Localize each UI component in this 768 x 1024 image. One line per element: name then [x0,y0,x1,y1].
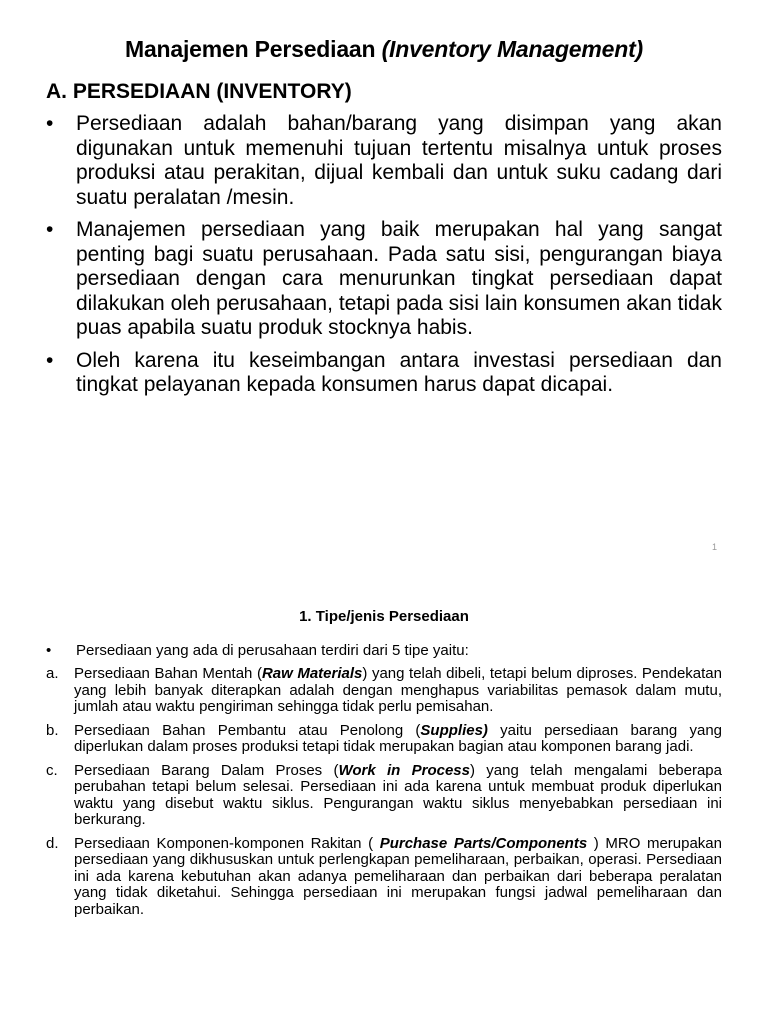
item-text-post: ) MRO merupakan persediaan yang dikhususkan untuk perlengkapan pemeliharaan, perbaikan, operasi. Persediaan ini ada karena kebutuhan akan adanya pemeliharaan dan perbaikan dari beberapa peralatan yang tidak diketahui. Sehingga persediaan ini merupakan fungsi jadwal pemeliharaan dan perbaikan. [74,834,722,918]
list-item [46,349,722,398]
item-text-pre: Persediaan Bahan Mentah ( [74,665,262,682]
list-item-text: Oleh karena itu keseimbangan antara investasi persediaan dan tingkat pelayanan kepada konsumen harus dapat dicapai. [76,348,722,396]
list-item-text: Persediaan adalah bahan/barang yang disimpan yang akan digunakan untuk memenuhi tujuan tertentu misalnya untuk proses produksi atau perakitan, dijual kembali dan untuk suku cadang dari suatu peralatan /mesin. [76,112,722,209]
bullet-icon: • [46,112,54,135]
item-highlight: Work in Process [338,761,470,779]
bullet-icon: • [46,218,54,241]
section-title: 1. Tipe/jenis Persediaan [299,608,469,625]
slide-title-italic: (Inventory Management) [381,36,643,62]
section-heading: A. PERSEDIAAN (INVENTORY) [46,80,352,103]
list-item [46,763,722,829]
list-marker: a. [46,665,59,682]
list-item [46,112,722,210]
bullet-list [46,112,722,406]
list-item [46,666,722,716]
item-highlight: Raw Materials [261,665,363,682]
item-text-post: ) yang telah dibeli, tetapi belum diproses. Pendekatan yang lebih banyak diterapkan adalah dengan menghapus variabilitas pemasok dalam mutu, jumlah atau waktu pengiriman sehingga tidak perlu pemisahan. [74,665,722,715]
list-item [46,836,722,919]
intro-bullet [46,642,722,660]
item-highlight: Purchase Parts/Components [379,834,588,852]
slide-title [0,36,768,63]
item-text-post: ) yang telah mengalami beberapa perubahan tetapi belum selesai. Persediaan ini ada karena untuk membuat produk diperlukan waktu yang disebut waktu siklus. Pengurangan waktu siklus menyebabkan persediaan ini berkurang. [74,761,722,828]
slide-title-main: Manajemen Persediaan [124,36,382,62]
bullet-icon: • [46,348,54,372]
list-marker: b. [46,721,59,739]
list-marker: c. [46,761,58,779]
list-item-text: Manajemen persediaan yang baik merupakan hal yang sangat penting bagi suatu perusahaan. Pada satu sisi, pengurangan biaya persediaan dengan cara menurunkan tingkat persediaan dapat dilakukan oleh perusahaan, tetapi pada sisi lain konsumen akan tidak puas apabila suatu produk stocknya habis. [76,218,722,339]
item-text-pre: Persediaan Barang Dalam Proses ( [74,761,339,779]
list-item [46,723,722,756]
type-list [46,666,722,925]
item-text-pre: Persediaan Bahan Pembantu atau Penolong ( [74,721,421,739]
item-text-post: yaitu persediaan barang yang diperlukan dalam proses produksi tetapi tidak merupakan bagian atau komponen barang jadi. [74,721,723,755]
item-highlight: Supplies) [420,721,488,739]
slide-2 [0,560,768,1024]
list-item [46,218,722,341]
list-marker: d. [46,834,59,852]
item-text-pre: Persediaan Komponen-komponen Rakitan ( [74,834,380,852]
bullet-icon: • [46,642,52,659]
intro-text: Persediaan yang ada di perusahaan terdiri dari 5 tipe yaitu: [76,642,469,659]
page-number: 1 [712,542,718,552]
